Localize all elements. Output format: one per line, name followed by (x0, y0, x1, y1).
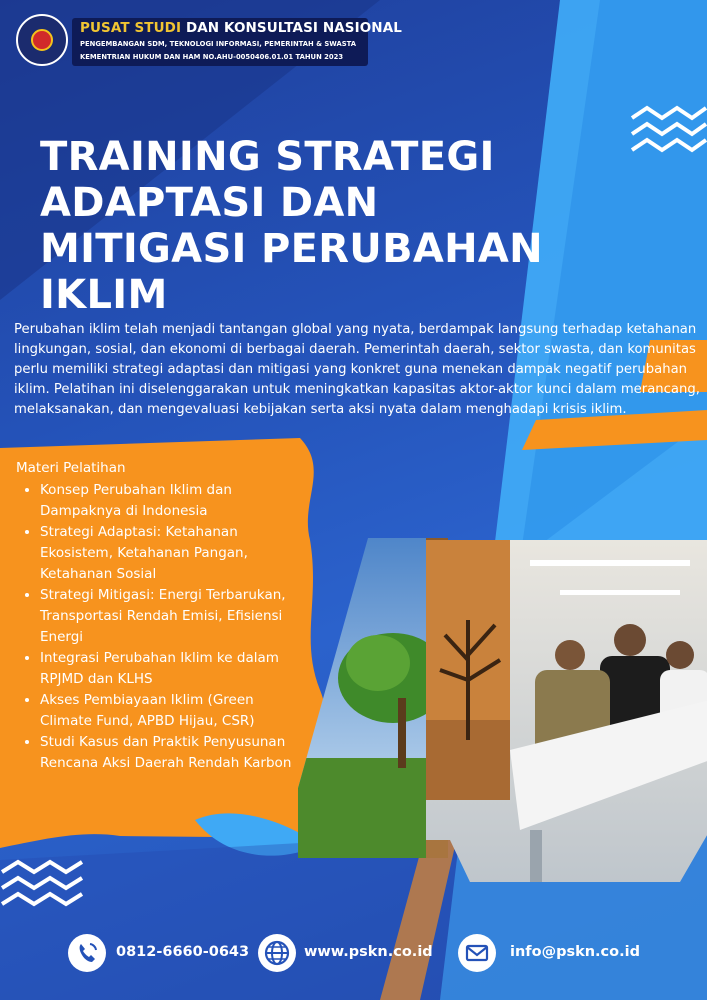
wave-decoration-top-icon (630, 104, 707, 156)
training-photo (420, 540, 707, 882)
materi-title: Materi Pelatihan (16, 460, 126, 476)
website-link[interactable]: www.pskn.co.id (304, 944, 433, 960)
globe-icon (258, 934, 296, 972)
list-item: • Konsep Perubahan Iklim dan Dampaknya di Indonesia (40, 480, 308, 522)
organization-name (80, 20, 402, 36)
organization-name-gold: PUSAT STUDI (80, 20, 182, 36)
materi-list (16, 480, 308, 774)
list-item: • Studi Kasus dan Praktik Penyusunan Rencana Aksi Daerah Rendah Karbon (40, 732, 308, 774)
title-line: MITIGASI PERUBAHAN (40, 226, 543, 272)
phone-icon (68, 934, 106, 972)
title-line: TRAINING STRATEGI (40, 134, 495, 180)
phone-number[interactable]: 0812-6660-0643 (116, 944, 250, 960)
organization-registration: KEMENTRIAN HUKUM DAN HAM NO.AHU-0050406.01.01 TAHUN 2023 (80, 53, 344, 61)
mail-icon (458, 934, 496, 972)
page-title (40, 134, 560, 318)
title-line: IKLIM (40, 272, 168, 318)
title-line: ADAPTASI DAN (40, 180, 379, 226)
list-item: • Strategi Mitigasi: Energi Terbarukan, Transportasi Rendah Emisi, Efisiensi Energi (40, 585, 308, 648)
pskn-logo-icon (16, 14, 68, 66)
intro-paragraph: Perubahan iklim telah menjadi tantangan global yang nyata, berdampak langsung terhadap ketahanan lingkungan, sosial, dan ekonomi di berbagai daerah. Pemerintah daerah, sektor swasta, dan komunitas perlu memiliki strategi adaptasi dan mitigasi yang konkret guna menekan dampak negatif perubahan iklim. Pelatihan ini diselenggarakan untuk meningkatkan kapasitas aktor-aktor kunci dalam merancang, melaksanakan, dan mengevaluasi kebijakan serta aksi nyata dalam menghadapi krisis iklim. (14, 322, 700, 417)
wave-decoration-bottom-icon (0, 858, 84, 912)
list-item: • Integrasi Perubahan Iklim ke dalam RPJMD dan KLHS (40, 648, 308, 690)
list-item: • Strategi Adaptasi: Ketahanan Ekosistem, Ketahanan Pangan, Ketahanan Sosial (40, 522, 308, 585)
materi-section (16, 458, 308, 774)
list-item: • Akses Pembiayaan Iklim (Green Climate Fund, APBD Hijau, CSR) (40, 690, 308, 732)
organization-name-white: DAN KONSULTASI NASIONAL (185, 20, 402, 36)
organization-header (16, 12, 402, 68)
email-link[interactable]: info@pskn.co.id (510, 944, 640, 960)
organization-subtitle: PENGEMBANGAN SDM, TEKNOLOGI INFORMASI, PEMERINTAH & SWASTA (80, 40, 357, 48)
